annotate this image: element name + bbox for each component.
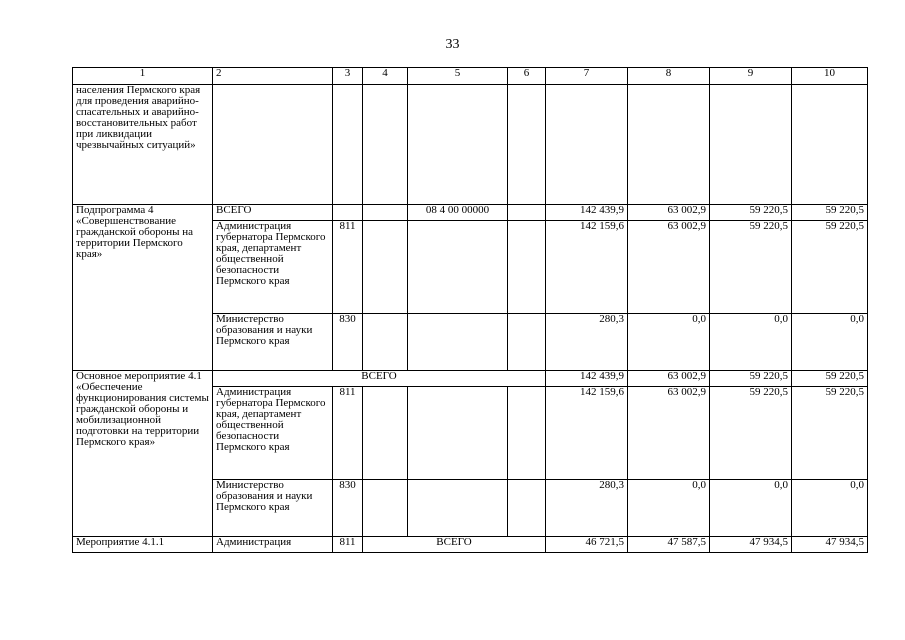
- main-activity-name: Основное мероприятие 4.1 «Обеспечение функционирования системы гражданской обороны и мобилизационной подготовки на территории Пермского края»: [73, 371, 213, 537]
- page-number: 33: [445, 37, 460, 52]
- value-cell: 0,0: [792, 314, 868, 371]
- value-cell: 63 002,9: [628, 371, 710, 387]
- grbs-code: 830: [333, 314, 363, 371]
- value-cell: 0,0: [628, 480, 710, 537]
- value-cell: 63 002,9: [628, 387, 710, 480]
- value-cell: 59 220,5: [792, 387, 868, 480]
- continuation-text: населения Пермского края для проведения аварийно-спасательных и аварийно-восстановительных работ при ликвидации чрезвычайных ситуаций»: [73, 85, 213, 205]
- executor-label: Администрация губернатора Пермского края, департамент общественной безопасности Пермского края: [213, 387, 333, 480]
- value-cell: 0,0: [710, 314, 792, 371]
- value-cell: 59 220,5: [792, 221, 868, 314]
- total-label: ВСЕГО: [213, 371, 546, 387]
- value-cell: 59 220,5: [710, 371, 792, 387]
- budget-code: 08 4 00 00000: [408, 205, 508, 221]
- budget-table: [72, 67, 868, 553]
- executor-label: Министерство образования и науки Пермского края: [213, 314, 333, 371]
- value-cell: 142 439,9: [546, 371, 628, 387]
- header-cell: 8: [628, 68, 710, 85]
- total-label: ВСЕГО: [213, 205, 333, 221]
- value-cell: 59 220,5: [792, 371, 868, 387]
- value-cell: 280,3: [546, 314, 628, 371]
- value-cell: 142 439,9: [546, 205, 628, 221]
- executor-label: Администрация губернатора Пермского края, департамент общественной безопасности Пермского края: [213, 221, 333, 314]
- value-cell: 47 934,5: [792, 537, 868, 553]
- table-row: [73, 537, 868, 553]
- header-cell: 10: [792, 68, 868, 85]
- value-cell: 59 220,5: [710, 205, 792, 221]
- header-cell: 2: [213, 68, 333, 85]
- value-cell: 0,0: [792, 480, 868, 537]
- activity-name: Мероприятие 4.1.1: [73, 537, 213, 553]
- value-cell: 59 220,5: [710, 221, 792, 314]
- grbs-code: 811: [333, 537, 363, 553]
- value-cell: 63 002,9: [628, 205, 710, 221]
- table-row: [73, 205, 868, 221]
- grbs-code: 811: [333, 387, 363, 480]
- header-cell: 6: [508, 68, 546, 85]
- header-cell: 7: [546, 68, 628, 85]
- header-cell: 3: [333, 68, 363, 85]
- value-cell: 59 220,5: [710, 387, 792, 480]
- value-cell: 47 587,5: [628, 537, 710, 553]
- header-row: [73, 68, 868, 85]
- total-label: ВСЕГО: [363, 537, 546, 553]
- value-cell: 280,3: [546, 480, 628, 537]
- value-cell: 142 159,6: [546, 221, 628, 314]
- grbs-code: 830: [333, 480, 363, 537]
- table-row: [73, 371, 868, 387]
- value-cell: 47 934,5: [710, 537, 792, 553]
- grbs-code: 811: [333, 221, 363, 314]
- value-cell: 63 002,9: [628, 221, 710, 314]
- table-row: [73, 85, 868, 205]
- value-cell: 142 159,6: [546, 387, 628, 480]
- executor-label: Министерство образования и науки Пермского края: [213, 480, 333, 537]
- value-cell: 46 721,5: [546, 537, 628, 553]
- value-cell: 0,0: [628, 314, 710, 371]
- header-cell: 5: [408, 68, 508, 85]
- header-cell: 4: [363, 68, 408, 85]
- header-cell: 1: [73, 68, 213, 85]
- value-cell: 0,0: [710, 480, 792, 537]
- header-cell: 9: [710, 68, 792, 85]
- subprogram-name: Подпрограмма 4 «Совершенствование гражданской обороны на территории Пермского края»: [73, 205, 213, 371]
- executor-label: Администрация: [213, 537, 333, 553]
- value-cell: 59 220,5: [792, 205, 868, 221]
